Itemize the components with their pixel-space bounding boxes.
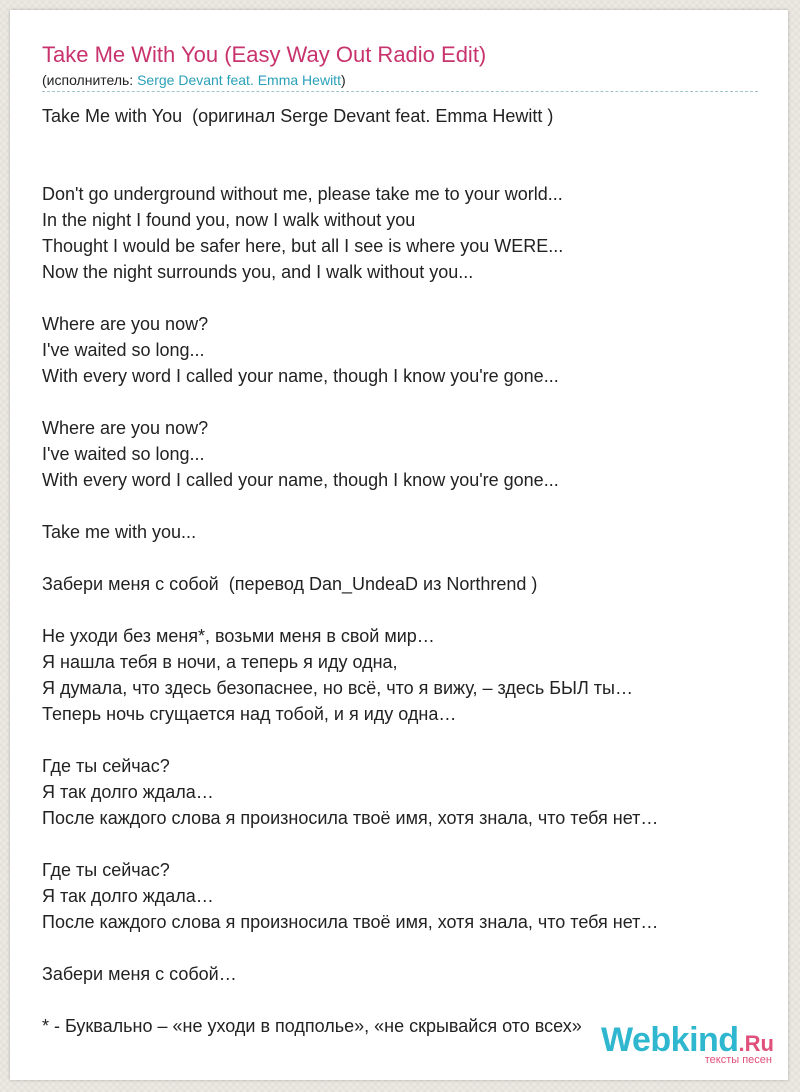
lyric-line: Я так долго ждала… [42,886,214,906]
lyric-line: I've waited so long... [42,444,205,464]
song-title: Take Me With You (Easy Way Out Radio Edit) [42,42,487,67]
logo-tagline: тексты песен [704,1054,772,1066]
lyric-line: Теперь ночь сгущается над тобой, и я иду одна… [42,704,457,724]
lyric-line: Я нашла тебя в ночи, а теперь я иду одна, [42,652,398,672]
artist-line [42,71,346,89]
artist-suffix: ) [340,72,346,88]
lyric-line: Я так долго ждала… [42,782,214,802]
lyric-line: Я думала, что здесь безопаснее, но всё, что я вижу, – здесь БЫЛ ты… [42,678,633,698]
logo-main-text: Webkind [601,1021,739,1059]
lyric-line: Where are you now? [42,418,209,438]
artist-link[interactable]: Serge Devant feat. Emma Hewitt [137,72,341,88]
lyric-line: Take Me with You (оригинал Serge Devant feat. Emma Hewitt ) [42,106,554,126]
lyric-line: In the night I found you, now I walk without you [42,210,416,230]
lyric-line: Take me with you... [42,522,197,542]
lyric-line: Where are you now? [42,314,209,334]
lyric-line: Забери меня с собой (перевод Dan_UndeaD из Northrend ) [42,574,538,594]
lyric-line: Now the night surrounds you, and I walk without you... [42,262,474,282]
lyric-line: Где ты сейчас? [42,860,170,880]
lyric-line: With every word I called your name, though I know you're gone... [42,366,559,386]
lyrics-text [42,103,658,1039]
logo-suffix: .Ru [738,1031,774,1056]
lyric-line: Где ты сейчас? [42,756,170,776]
lyric-line: Thought I would be safer here, but all I see is where you WERE... [42,236,564,256]
lyric-line: * - Буквально – «не уходи в подполье», «не скрывайся ото всех» [42,1016,582,1036]
lyric-line: После каждого слова я произносила твоё имя, хотя знала, что тебя нет… [42,912,659,932]
lyric-line: I've waited so long... [42,340,205,360]
lyric-line: Забери меня с собой… [42,964,237,984]
lyric-line: With every word I called your name, though I know you're gone... [42,470,559,490]
header-divider [42,91,758,92]
site-logo[interactable] [601,1023,774,1066]
lyrics-sheet [10,10,788,1080]
lyric-line: После каждого слова я произносила твоё имя, хотя знала, что тебя нет… [42,808,659,828]
lyric-line: Не уходи без меня*, возьми меня в свой мир… [42,626,435,646]
artist-prefix: (исполнитель: [42,72,138,88]
lyric-line: Don't go underground without me, please take me to your world... [42,184,563,204]
